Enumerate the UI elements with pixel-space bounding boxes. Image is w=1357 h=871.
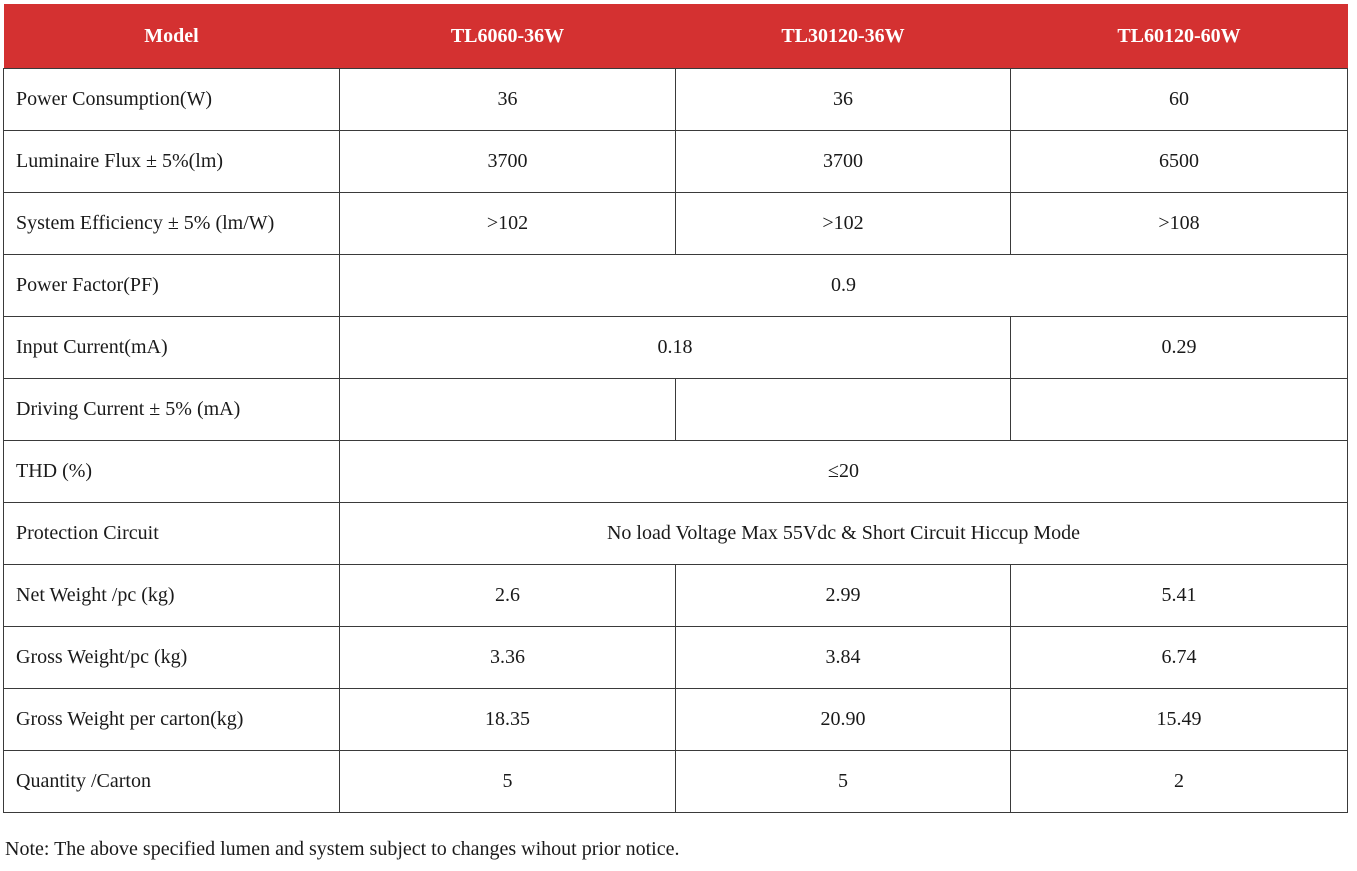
row-gross-weight	[4, 627, 1348, 689]
row-label: Driving Current ± 5% (mA)	[4, 379, 340, 441]
row-label: System Efficiency ± 5% (lm/W)	[4, 193, 340, 255]
row-driving-current	[4, 379, 1348, 441]
header-row	[4, 4, 1348, 69]
cell-value: 5.41	[1011, 565, 1348, 627]
cell-value: 15.49	[1011, 689, 1348, 751]
cell-value	[676, 379, 1011, 441]
row-gross-weight-carton	[4, 689, 1348, 751]
cell-value: 60	[1011, 69, 1348, 131]
row-label: Power Consumption(W)	[4, 69, 340, 131]
spec-table	[3, 4, 1348, 813]
cell-value: 3.84	[676, 627, 1011, 689]
row-label: THD (%)	[4, 441, 340, 503]
row-label: Power Factor(PF)	[4, 255, 340, 317]
header-tl6060-36w: TL6060-36W	[340, 4, 676, 69]
row-label: Quantity /Carton	[4, 751, 340, 813]
row-label: Net Weight /pc (kg)	[4, 565, 340, 627]
row-thd	[4, 441, 1348, 503]
cell-value	[1011, 379, 1348, 441]
cell-value-merged: ≤20	[340, 441, 1348, 503]
cell-value: 20.90	[676, 689, 1011, 751]
row-luminaire-flux	[4, 131, 1348, 193]
cell-value: 18.35	[340, 689, 676, 751]
cell-value-merged: 0.18	[340, 317, 1011, 379]
cell-value: 3700	[676, 131, 1011, 193]
row-system-efficiency	[4, 193, 1348, 255]
row-power-factor	[4, 255, 1348, 317]
cell-value: 0.29	[1011, 317, 1348, 379]
cell-value: 3.36	[340, 627, 676, 689]
cell-value: 36	[676, 69, 1011, 131]
row-label: Gross Weight per carton(kg)	[4, 689, 340, 751]
cell-value: 6500	[1011, 131, 1348, 193]
row-label: Gross Weight/pc (kg)	[4, 627, 340, 689]
row-label: Input Current(mA)	[4, 317, 340, 379]
row-protection-circuit	[4, 503, 1348, 565]
cell-value: 2	[1011, 751, 1348, 813]
row-quantity-carton	[4, 751, 1348, 813]
cell-value: 6.74	[1011, 627, 1348, 689]
cell-value: 2.99	[676, 565, 1011, 627]
cell-value: 3700	[340, 131, 676, 193]
header-model: Model	[4, 4, 340, 69]
row-power-consumption	[4, 69, 1348, 131]
row-input-current	[4, 317, 1348, 379]
cell-value: 5	[676, 751, 1011, 813]
row-net-weight	[4, 565, 1348, 627]
cell-value: >102	[340, 193, 676, 255]
cell-value: >102	[676, 193, 1011, 255]
cell-value-merged: 0.9	[340, 255, 1348, 317]
cell-value: >108	[1011, 193, 1348, 255]
footnote: Note: The above specified lumen and system subject to changes wihout prior notice.	[5, 838, 680, 860]
row-label: Protection Circuit	[4, 503, 340, 565]
cell-value-merged: No load Voltage Max 55Vdc & Short Circuit Hiccup Mode	[340, 503, 1348, 565]
header-tl30120-36w: TL30120-36W	[676, 4, 1011, 69]
cell-value: 5	[340, 751, 676, 813]
cell-value: 2.6	[340, 565, 676, 627]
row-label: Luminaire Flux ± 5%(lm)	[4, 131, 340, 193]
header-tl60120-60w: TL60120-60W	[1011, 4, 1348, 69]
cell-value: 36	[340, 69, 676, 131]
cell-value	[340, 379, 676, 441]
